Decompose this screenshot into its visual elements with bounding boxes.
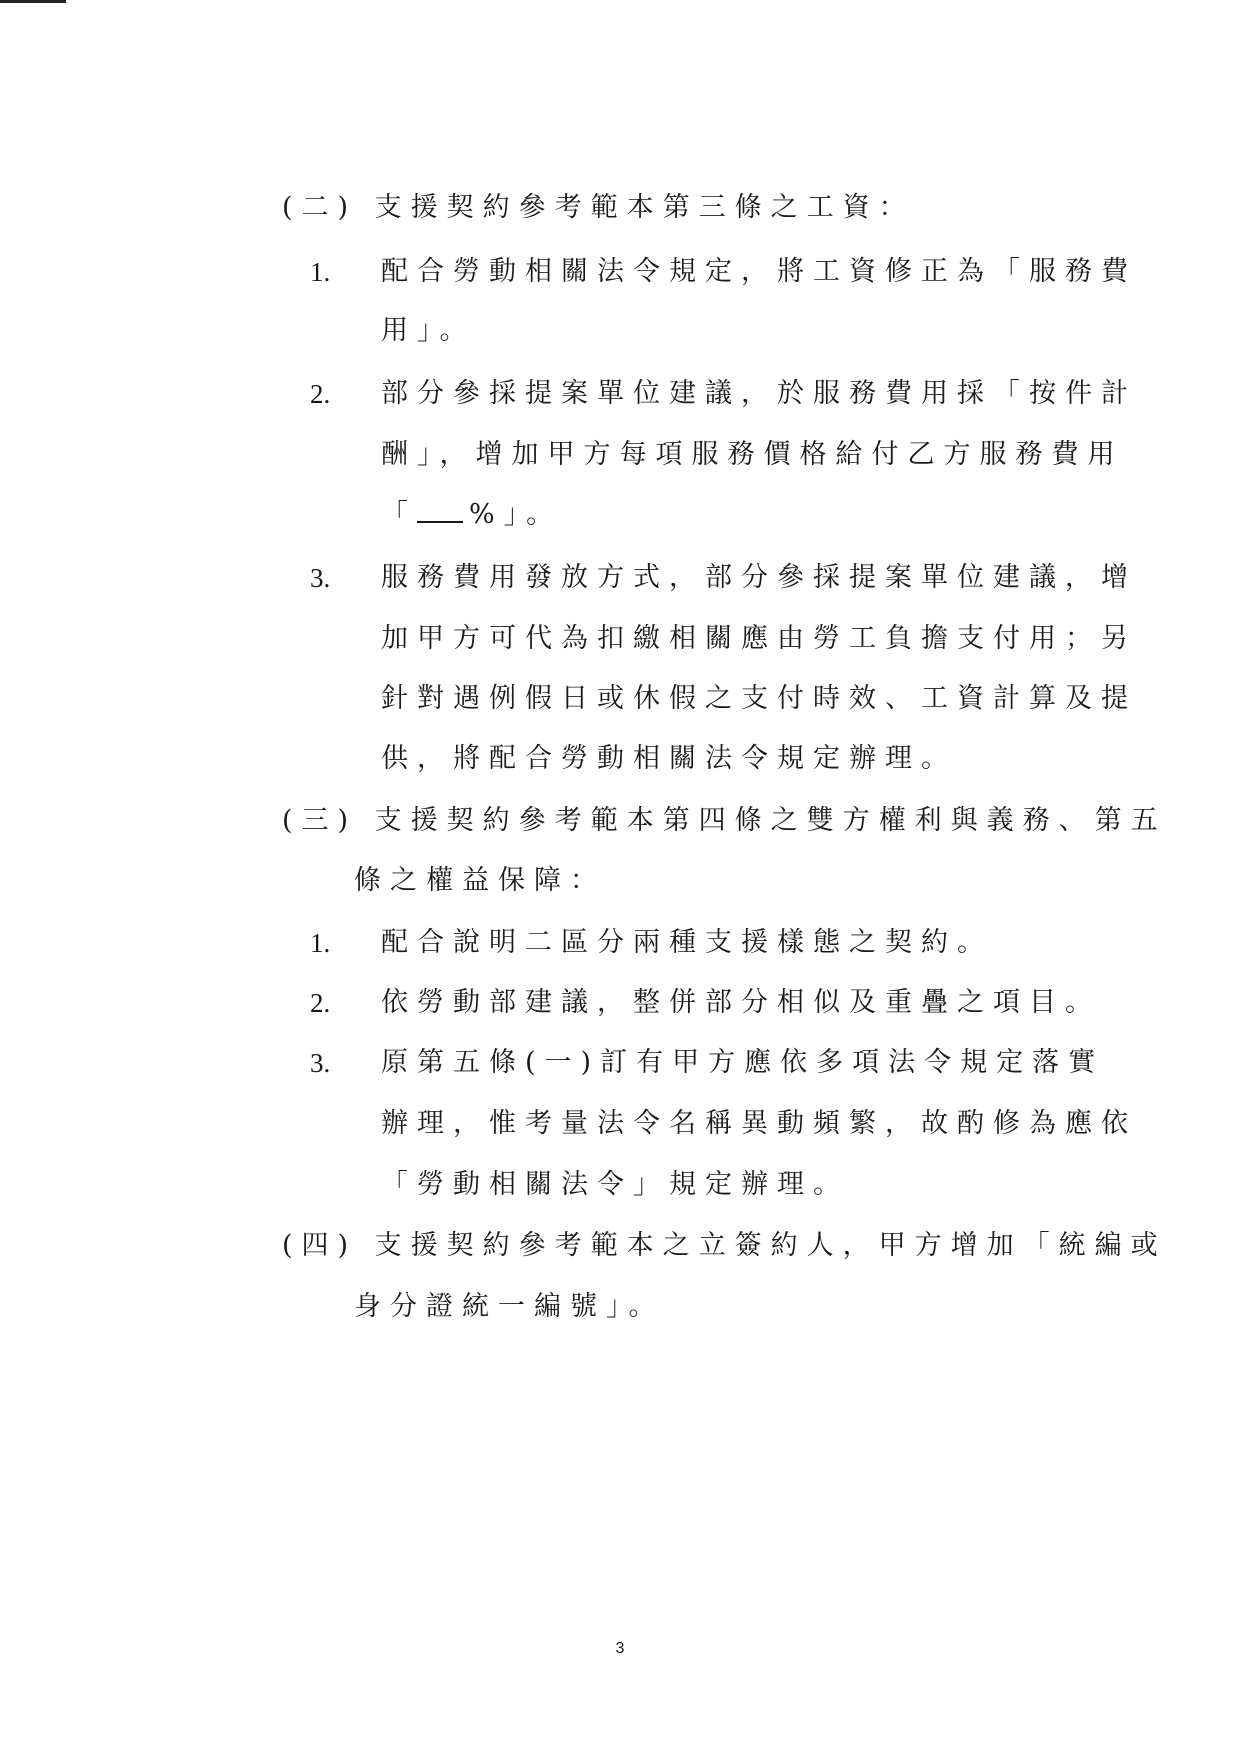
item-text-line: 「勞動相關法令」規定辦理。 xyxy=(381,1169,849,1200)
item-number: 2. xyxy=(310,379,331,409)
item-number: 1. xyxy=(310,257,331,287)
item-text-line: 配合勞動相關法令規定，將工資修正為「服務費 xyxy=(381,256,1137,287)
section-3-heading: (三) 支援契約參考範本第四條之雙方權利與義務、第五 xyxy=(282,805,1167,836)
item-number: 1. xyxy=(310,928,331,958)
item-number: 3. xyxy=(310,1048,331,1078)
item-text-line: 針對遇例假日或休假之支付時效、工資計算及提 xyxy=(381,683,1137,714)
item-text-line: 配合說明二區分兩種支援樣態之契約。 xyxy=(381,927,993,958)
section-3-heading-cont: 條之權益保障： xyxy=(354,865,606,896)
fill-in-blank xyxy=(417,499,463,523)
section-4-heading-cont: 身分證統一編號」。 xyxy=(354,1291,665,1322)
page-number: 3 xyxy=(615,1640,625,1657)
item-text-line: 服務費用發放方式，部分參採提案單位建議，增 xyxy=(381,562,1137,593)
section-4-heading: (四) 支援契約參考範本之立簽約人，甲方增加「統編或 xyxy=(282,1230,1167,1261)
item-number: 2. xyxy=(310,988,331,1018)
blank-prefix: 「 xyxy=(381,499,417,530)
item-text-line: 辦理，惟考量法令名稱異動頻繁，故酌修為應依 xyxy=(381,1108,1137,1139)
item-number: 3. xyxy=(310,563,331,593)
item-text-line: 依勞動部建議，整併部分相似及重疊之項目。 xyxy=(381,987,1101,1018)
blank-suffix: %」。 xyxy=(469,499,563,530)
section-2-heading: (二) 支援契約參考範本第三條之工資： xyxy=(282,192,915,223)
item-text-line: 酬」，增加甲方每項服務價格給付乙方服務費用 xyxy=(381,439,1124,470)
item-text-line: 原第五條(一)訂有甲方應依多項法令規定落實 xyxy=(381,1047,1105,1078)
item-text-line: 供，將配合勞動相關法令規定辦理。 xyxy=(381,743,957,774)
item-text-line: 部分參採提案單位建議，於服務費用採「按件計 xyxy=(381,378,1137,409)
item-text-line: 用」。 xyxy=(381,315,476,346)
scan-edge-mark xyxy=(0,0,66,3)
item-text-line: 加甲方可代為扣繳相關應由勞工負擔支付用；另 xyxy=(381,623,1137,654)
item-blank-line xyxy=(381,497,562,533)
